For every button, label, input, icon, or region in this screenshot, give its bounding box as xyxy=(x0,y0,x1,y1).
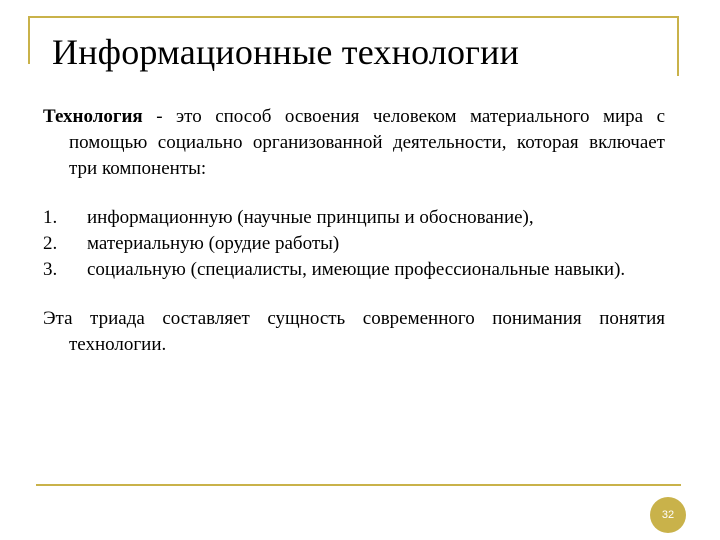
list-item-text: информационную (научные принципы и обоснование), xyxy=(87,207,534,228)
list-item xyxy=(43,231,665,257)
list-item-number: 1. xyxy=(43,207,58,228)
list-item xyxy=(43,205,665,231)
frame-right-line xyxy=(677,16,679,76)
frame-bottom-line xyxy=(36,484,681,486)
list-item xyxy=(43,257,665,283)
slide-title: Информационные технологии xyxy=(52,32,520,72)
frame-top-line xyxy=(28,16,679,18)
frame-left-line xyxy=(28,16,30,64)
conclusion-paragraph: Эта триада составляет сущность современного понимания понятия технологии. xyxy=(43,308,665,355)
list-item-text: социальную (специалисты, имеющие профессиональные навыки). xyxy=(87,259,626,280)
definition-text: - это способ освоения человеком материального мира с помощью социально организованной деятельности, которая включает три компоненты: xyxy=(69,106,665,179)
page-number-badge: 32 xyxy=(650,497,686,533)
list-item-number: 3. xyxy=(43,259,58,280)
definition-paragraph xyxy=(43,104,665,182)
list-item-text: материальную (орудие работы) xyxy=(87,233,340,254)
list-item-number: 2. xyxy=(43,233,58,254)
components-list xyxy=(43,205,665,283)
definition-term: Технология xyxy=(43,106,143,127)
slide-content xyxy=(43,104,665,358)
